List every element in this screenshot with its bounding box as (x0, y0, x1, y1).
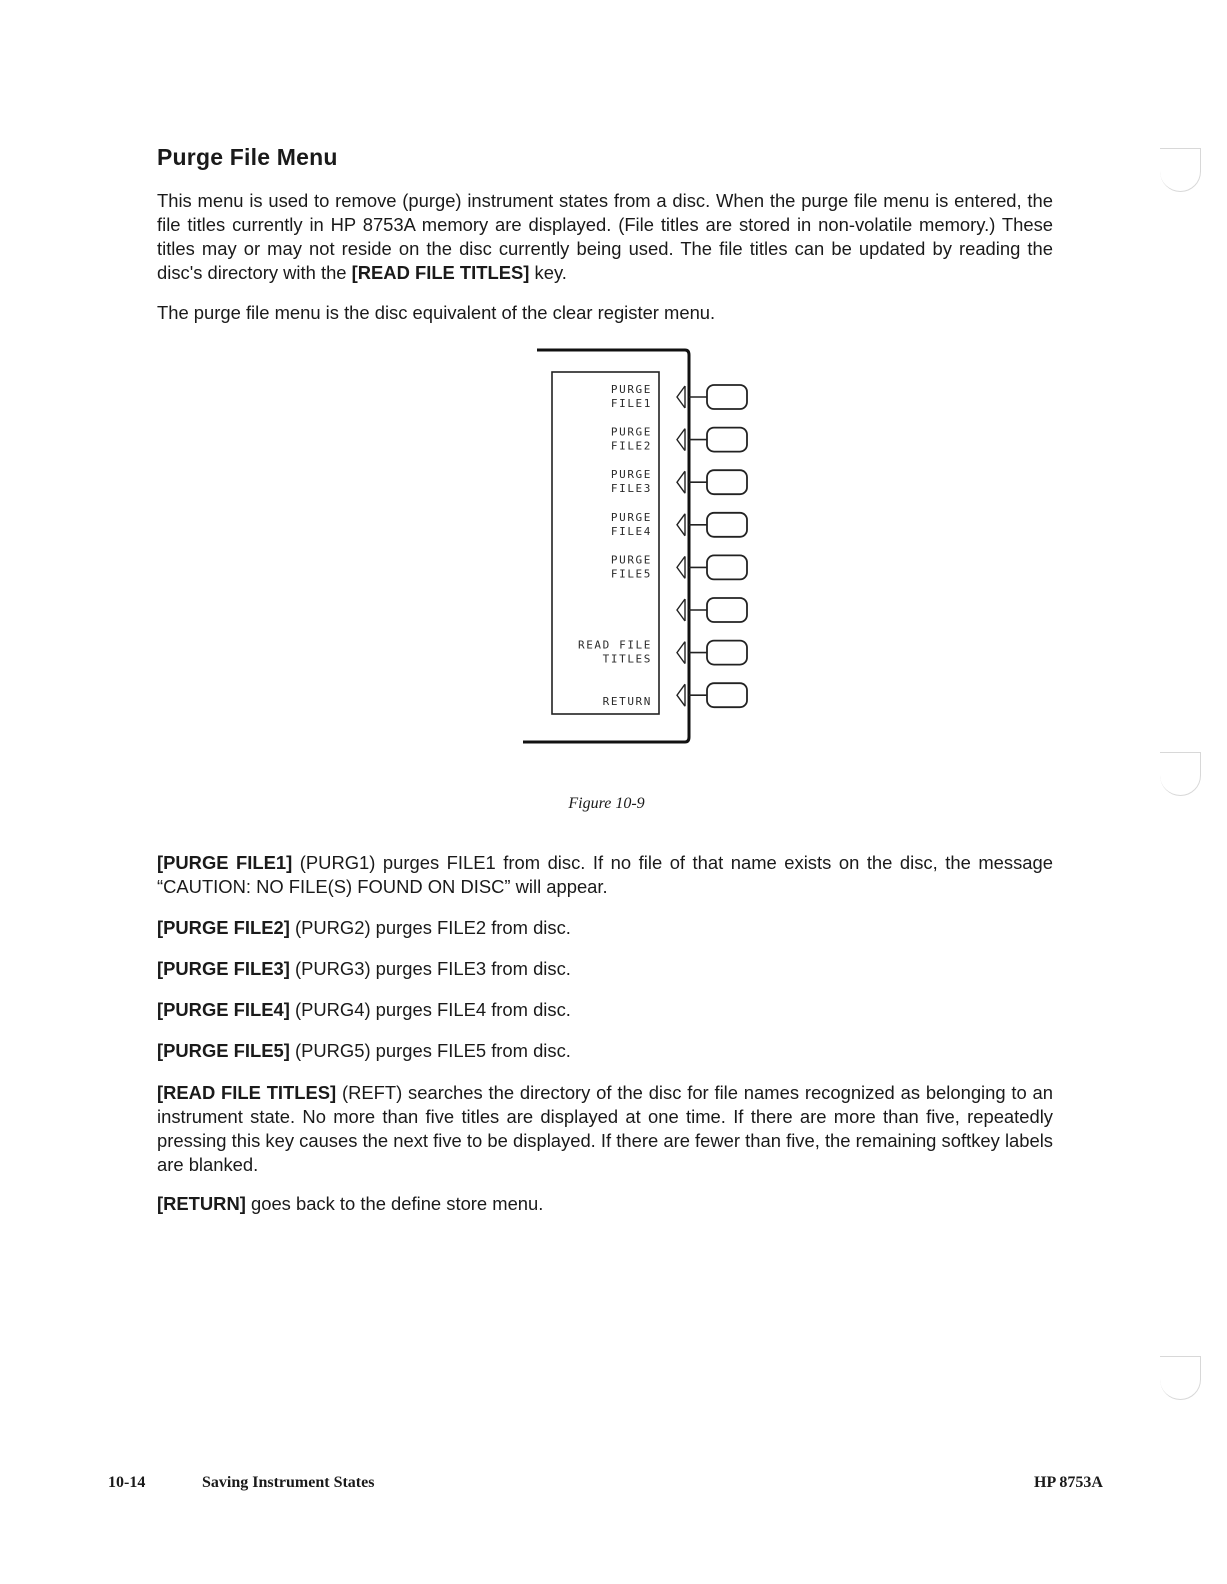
footer-product-name: HP 8753A (1034, 1474, 1103, 1491)
softkey-pointer-icon (677, 642, 685, 664)
key-description (157, 998, 1053, 1022)
key-description-text: (PURG3) purges FILE3 from disc. (289, 958, 571, 979)
softkey-menu-figure (515, 345, 765, 750)
softkey-pointer-icon (677, 429, 685, 451)
key-description-text: (PURG1) purges FILE1 from disc. If no file of that name exists on the disc, the message “CAUTION: NO FILE(S) FOUND ON DISC” will appear. (157, 852, 1053, 897)
intro-paragraph-2: The purge file menu is the disc equivalent of the clear register menu. (157, 302, 716, 323)
softkey-label-line1: PURGE (610, 510, 652, 524)
softkey-menu-diagram (515, 345, 765, 750)
binder-hole-mark (1160, 752, 1201, 796)
softkey-label-line1: READ FILE (577, 638, 652, 652)
key-description-text: (PURG5) purges FILE5 from disc. (289, 1040, 571, 1061)
softkey-label-line1: PURGE (610, 468, 652, 482)
key-description (157, 957, 1053, 981)
softkey-pointer-icon (677, 684, 685, 706)
softkey-row (611, 511, 747, 538)
softkey-label-line2: FILE2 (610, 439, 652, 453)
softkey-label-line2: FILE1 (610, 397, 652, 410)
softkey-button (707, 385, 747, 409)
intro-paragraph (157, 189, 1053, 285)
softkey-button (707, 555, 747, 579)
softkey-row (611, 468, 747, 495)
softkey-label-line2: RETURN (602, 695, 652, 709)
key-description-keyname: [RETURN] (157, 1193, 246, 1214)
footer-section-title: Saving Instrument States (202, 1474, 375, 1491)
softkey-label-line2: FILE3 (610, 482, 652, 496)
softkey-pointer-icon (677, 386, 685, 408)
softkey-row (611, 426, 747, 453)
key-description-keyname: [PURGE FILE5] (157, 1040, 290, 1061)
intro-key-read-file-titles: [READ FILE TITLES] (351, 262, 530, 283)
softkey-label-line2: FILE4 (610, 524, 652, 538)
softkey-row (611, 383, 747, 410)
softkey-button (707, 641, 747, 665)
softkey-button (707, 428, 747, 452)
key-description-keyname: [PURGE FILE1] (157, 852, 293, 873)
intro-text-before: This menu is used to remove (purge) instrument states from a disc. When the purge file menu is entered, the file titles currently in HP 8753A memory are displayed. (File titles are stored in non-volatile memory.) These titles may or may not reside on the disc currently being used. The file titles can be updated by reading the disc's directory with the (157, 190, 1053, 283)
key-description-keyname: [PURGE FILE2] (157, 917, 290, 938)
key-description (157, 1039, 1053, 1063)
key-description-keyname: [READ FILE TITLES] (157, 1082, 337, 1103)
softkey-pointer-icon (677, 599, 685, 621)
softkey-button (707, 683, 747, 707)
softkey-label-line1: PURGE (610, 383, 652, 396)
intro-text-after: key. (529, 262, 567, 283)
footer-page-number: 10-14 (108, 1474, 146, 1491)
softkey-pointer-icon (677, 471, 685, 493)
figure-caption: Figure 10-9 (568, 795, 645, 812)
binder-hole-mark (1160, 1356, 1201, 1400)
softkey-pointer-icon (677, 556, 685, 578)
key-description-keyname: [PURGE FILE4] (157, 999, 290, 1020)
softkey-label-line1: PURGE (610, 553, 652, 567)
softkey-label-line2: FILE5 (610, 567, 652, 581)
key-description (157, 1192, 1053, 1216)
key-description-text: goes back to the define store menu. (245, 1193, 544, 1214)
softkey-label-line1: PURGE (610, 425, 652, 439)
softkey-row (578, 639, 747, 666)
page-heading: Purge File Menu (157, 144, 338, 170)
key-description-text: (PURG4) purges FILE4 from disc. (289, 999, 571, 1020)
softkey-button (707, 598, 747, 622)
key-description (157, 851, 1053, 899)
key-description-keyname: [PURGE FILE3] (157, 958, 290, 979)
softkey-button (707, 513, 747, 537)
key-description-text: (PURG2) purges FILE2 from disc. (289, 917, 571, 938)
softkey-pointer-icon (677, 514, 685, 536)
softkey-row (611, 553, 747, 580)
key-description-text: (REFT) searches the directory of the disc for file names recognized as belonging to an instrument state. No more than five titles are displayed at one time. If there are more than five, repeatedly pressing this key causes the next five to be displayed. If there are fewer than five, the remaining softkey labels are blanked. (157, 1082, 1054, 1175)
key-description (157, 916, 1053, 940)
softkey-label-line2: TITLES (602, 652, 652, 666)
binder-hole-mark (1160, 148, 1201, 192)
softkey-button (707, 470, 747, 494)
key-description (157, 1081, 1053, 1177)
